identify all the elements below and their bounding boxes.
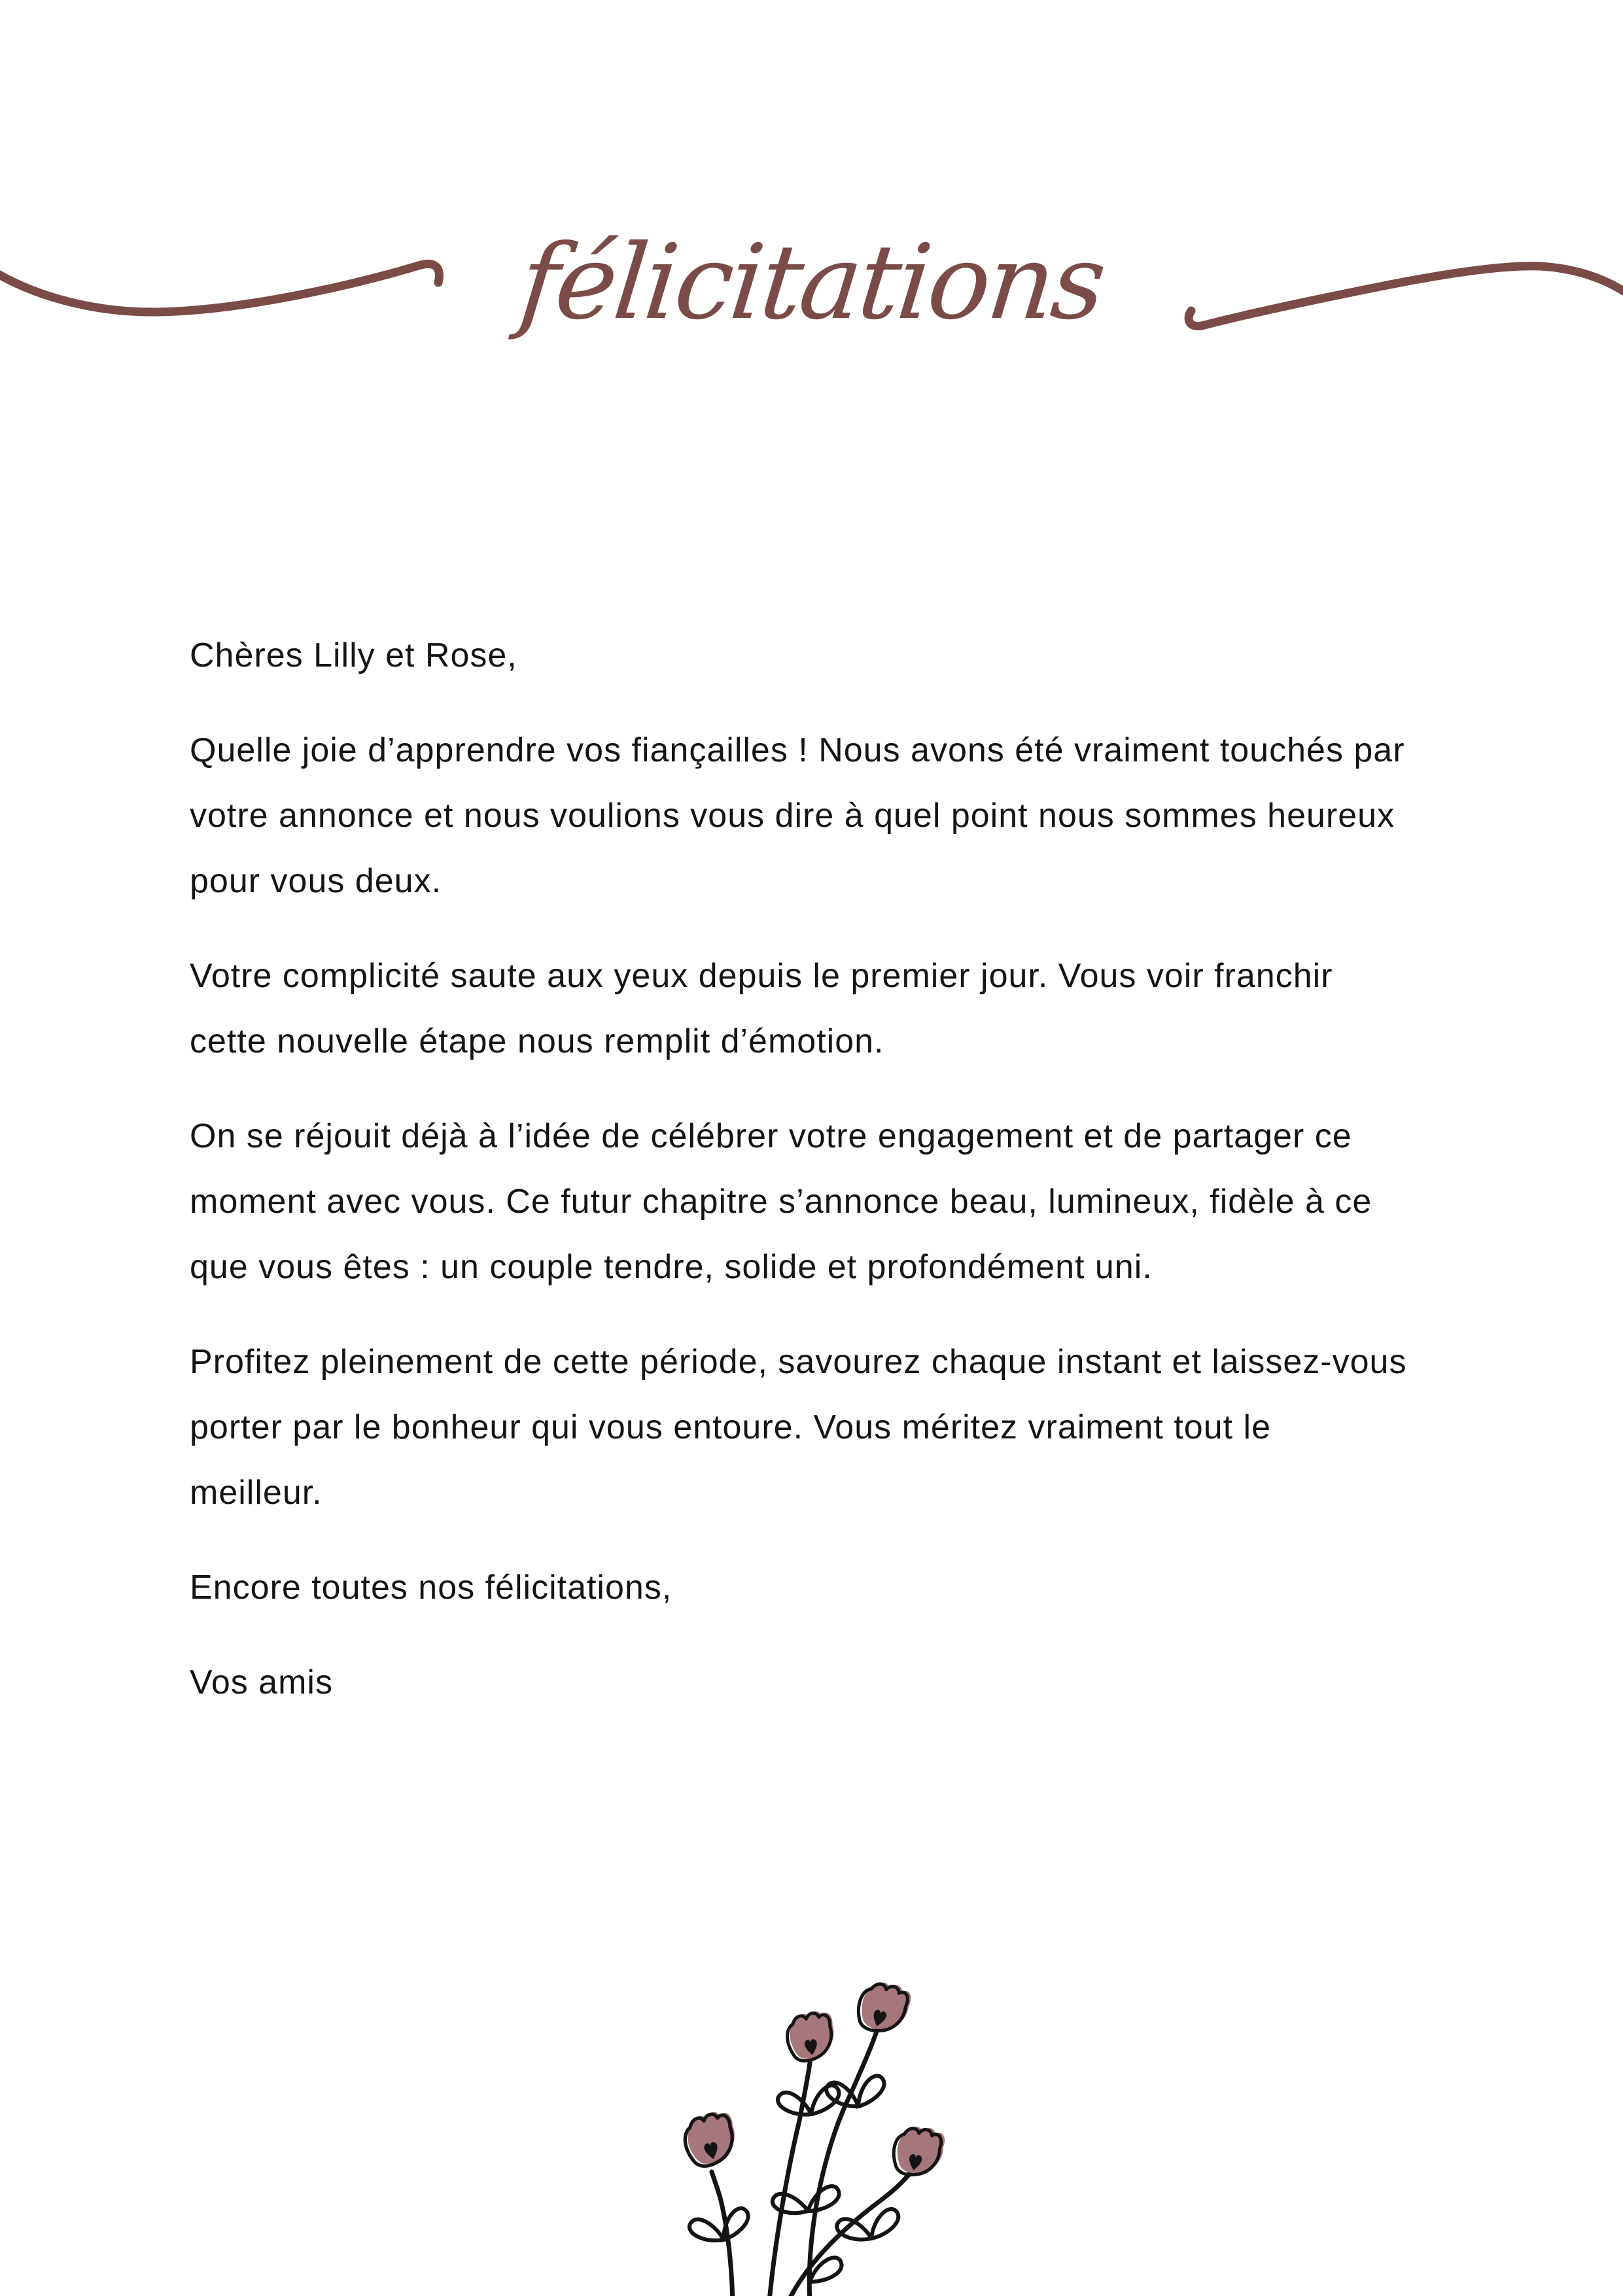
letter-body (190, 623, 1485, 1745)
paragraph (190, 1104, 1485, 1300)
paragraph-line: Votre complicité saute aux yeux depuis le premier jour. Vous voir franchir (190, 957, 1333, 995)
paragraph (190, 943, 1485, 1074)
paragraph-line: Chères Lilly et Rose, (190, 636, 517, 674)
paragraph-line: Profitez pleinement de cette période, savourez chaque instant et laissez-vous (190, 1343, 1407, 1381)
paragraph-line: cette nouvelle étape nous remplit d’émotion. (190, 1022, 884, 1060)
paragraph (190, 1555, 1485, 1620)
paragraph (190, 1650, 1485, 1715)
paragraph-line: Quelle joie d’apprendre vos fiançailles ! Nous avons été vraiment touchés par (190, 731, 1405, 769)
right-flourish-icon (1174, 226, 1623, 330)
tulip-flower (784, 2009, 837, 2063)
leaf-pair (775, 2082, 843, 2123)
paragraph (190, 1329, 1485, 1525)
paragraph-line: votre annonce et nous voulions vous dire à quel point nous sommes heureux (190, 797, 1395, 835)
paragraph-line: pour vous deux. (190, 862, 442, 900)
tulip-flower (680, 2108, 741, 2169)
page-title: félicitations (514, 222, 1109, 343)
paragraph (190, 718, 1485, 914)
paragraph-line: On se réjouit déjà à l’idée de célébrer votre engagement et de partager ce (190, 1117, 1352, 1155)
flower-stem (788, 2170, 912, 2296)
paragraph-line: Encore toutes nos félicitations, (190, 1569, 672, 1607)
tulip-flower (890, 2123, 947, 2180)
tulip-flower (853, 1977, 914, 2038)
paragraph (190, 623, 1485, 688)
paragraph-line: que vous êtes : un couple tendre, solide et profondément uni. (190, 1248, 1153, 1286)
flower-doodle-icon (641, 1949, 968, 2296)
paragraph-line: meilleur. (190, 1474, 323, 1512)
leaf-pair (686, 2205, 752, 2250)
paragraph-line: porter par le bonheur qui vous entoure. Vous méritez vraiment tout le (190, 1408, 1271, 1446)
paragraph-line: Vos amis (190, 1663, 333, 1701)
paragraph-line: moment avec vous. Ce futur chapitre s’annonce beau, lumineux, fidèle à ce (190, 1183, 1372, 1221)
title-banner (0, 0, 1623, 458)
